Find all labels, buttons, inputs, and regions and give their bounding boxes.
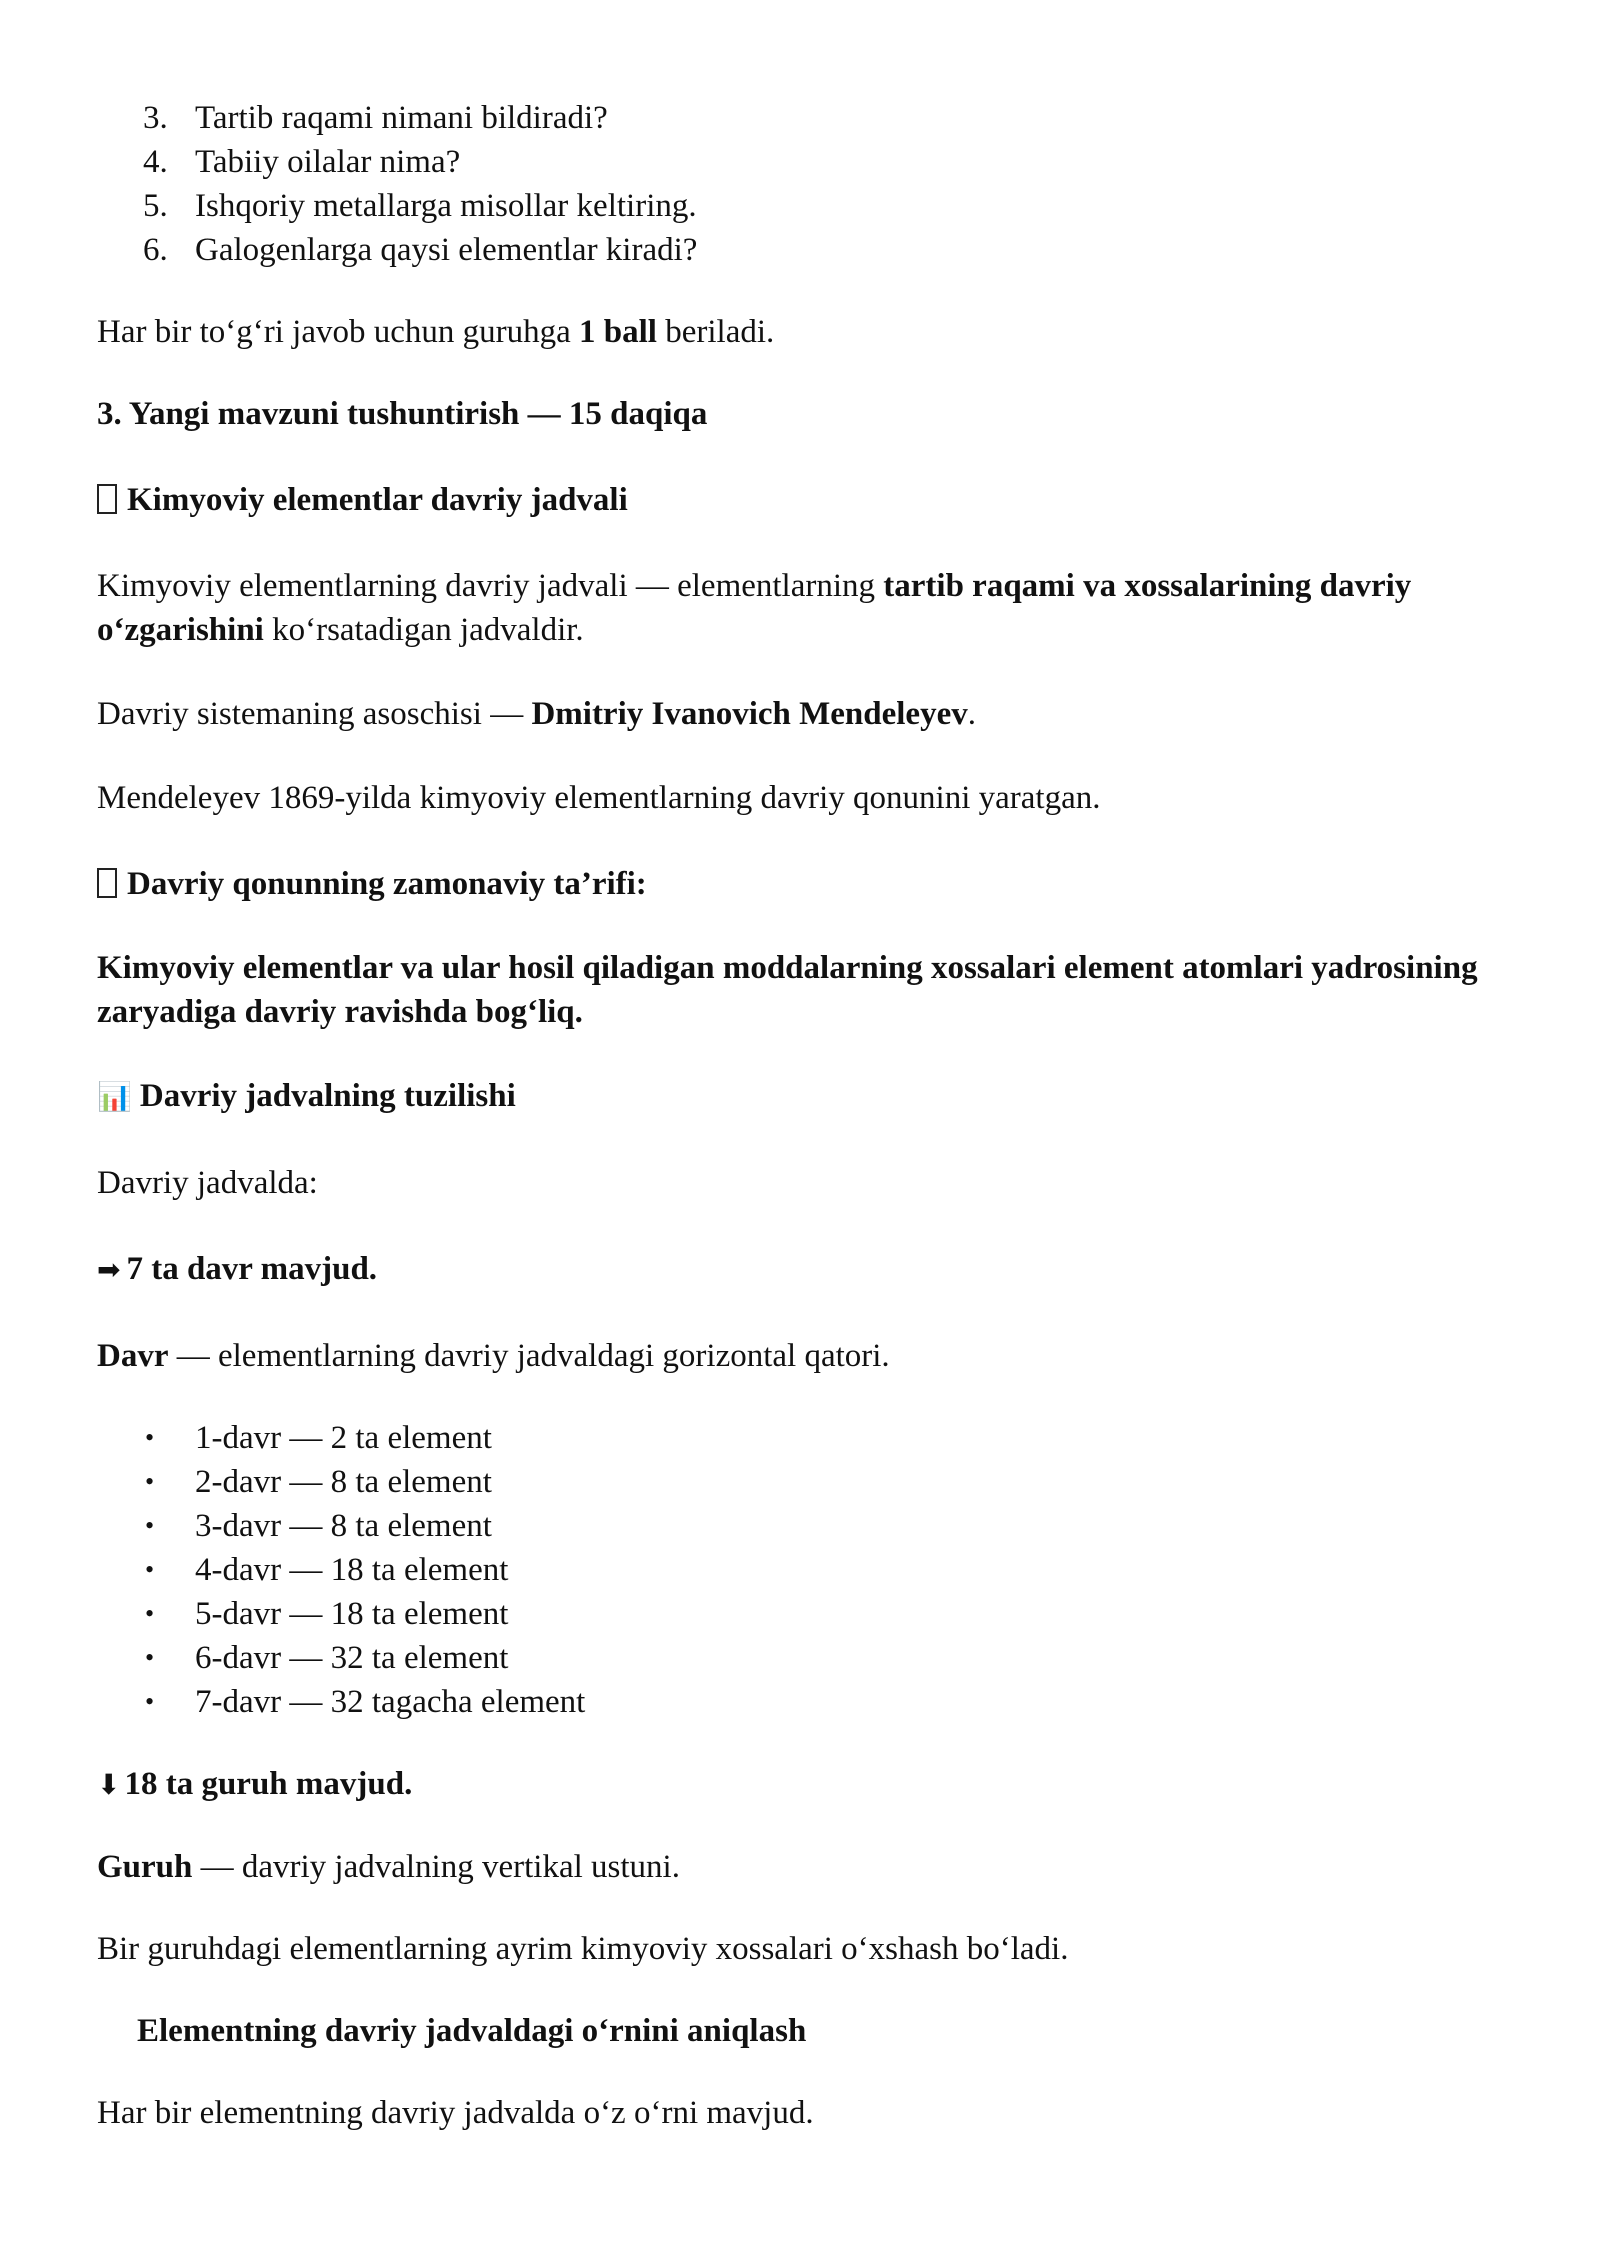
missing-glyph-icon xyxy=(97,484,117,514)
group-definition: Guruh — davriy jadvalning vertikal ustuni. xyxy=(97,1849,680,1885)
bullet: • xyxy=(145,1467,155,1496)
period-definition: Davr — elementlarning davriy jadvaldagi gorizontal qatori. xyxy=(97,1338,890,1374)
heading-structure: 📊 Davriy jadvalning tuzilishi xyxy=(97,1074,1517,1119)
bullet: • xyxy=(145,1599,155,1628)
bullet: • xyxy=(145,1555,155,1584)
periods-heading: ➡ 7 ta davr mavjud. xyxy=(97,1247,1517,1292)
position-paragraph: Har bir elementning davriy jadvalda o‘z o‘rni mavjud. xyxy=(97,2095,814,2131)
list-item: 6. Galogenlarga qaysi elementlar kiradi? xyxy=(143,232,698,268)
bullet: • xyxy=(145,1687,155,1716)
founder-paragraph: Davriy sistemaning asoschisi — Dmitriy Ivanovich Mendeleyev. xyxy=(97,696,976,732)
heading-periodic-law: Davriy qonunning zamonaviy ta’rifi: xyxy=(97,862,1517,906)
year-paragraph: Mendeleyev 1869-yilda kimyoviy elementlarning davriy qonunini yaratgan. xyxy=(97,780,1101,816)
bullet: • xyxy=(145,1423,155,1452)
arrow-down-icon: ⬇ xyxy=(97,1768,121,1801)
law-paragraph: Kimyoviy elementlar va ular hosil qiladigan moddalarning xossalari element atomlari yadrosining zaryadiga davriy ravishda bog‘liq. xyxy=(97,950,1478,1030)
score-paragraph: Har bir to‘g‘ri javob uchun guruhga 1 ball beriladi. xyxy=(97,314,775,350)
group-properties-paragraph: Bir guruhdagi elementlarning ayrim kimyoviy xossalari o‘xshash bo‘ladi. xyxy=(97,1931,1069,1967)
list-item: • 4-davr — 18 ta element xyxy=(97,1548,1517,1592)
document-page xyxy=(97,96,1517,2135)
list-item: 5. Ishqoriy metallarga misollar keltiring. xyxy=(143,188,697,224)
list-item: • 2-davr — 8 ta element xyxy=(97,1460,1517,1504)
list-item: 4. Tabiiy oilalar nima? xyxy=(143,144,461,180)
definition-paragraph: Kimyoviy elementlarning davriy jadvali — elementlarning tartib raqami va xossalarining davriy o‘zgarishini ko‘rsatadigan jadvaldir. xyxy=(97,568,1412,648)
heading-position: Elementning davriy jadvaldagi o‘rnini aniqlash xyxy=(137,2013,807,2049)
list-item: • 7-davr — 32 tagacha element xyxy=(97,1680,1517,1724)
section-title: 3. Yangi mavzuni tushuntirish — 15 daqiqa xyxy=(97,396,708,432)
list-item: • 1-davr — 2 ta element xyxy=(97,1416,1517,1460)
groups-heading: ⬇ 18 ta guruh mavjud. xyxy=(97,1762,1517,1807)
heading-periodic-table: Kimyoviy elementlar davriy jadvali xyxy=(97,478,1517,522)
bar-chart-icon: 📊 xyxy=(97,1080,132,1113)
list-item: • 5-davr — 18 ta element xyxy=(97,1592,1517,1636)
list-item: • 3-davr — 8 ta element xyxy=(97,1504,1517,1548)
periods-list xyxy=(97,1416,1517,1724)
bullet: • xyxy=(145,1511,155,1540)
list-item: • 6-davr — 32 ta element xyxy=(97,1636,1517,1680)
missing-glyph-icon xyxy=(97,868,117,898)
arrow-right-icon: ➡ xyxy=(97,1253,121,1286)
in-table-paragraph: Davriy jadvalda: xyxy=(97,1165,318,1201)
question-list xyxy=(97,96,1517,272)
list-item: 3. Tartib raqami nimani bildiradi? xyxy=(143,100,608,136)
bullet: • xyxy=(145,1643,155,1672)
